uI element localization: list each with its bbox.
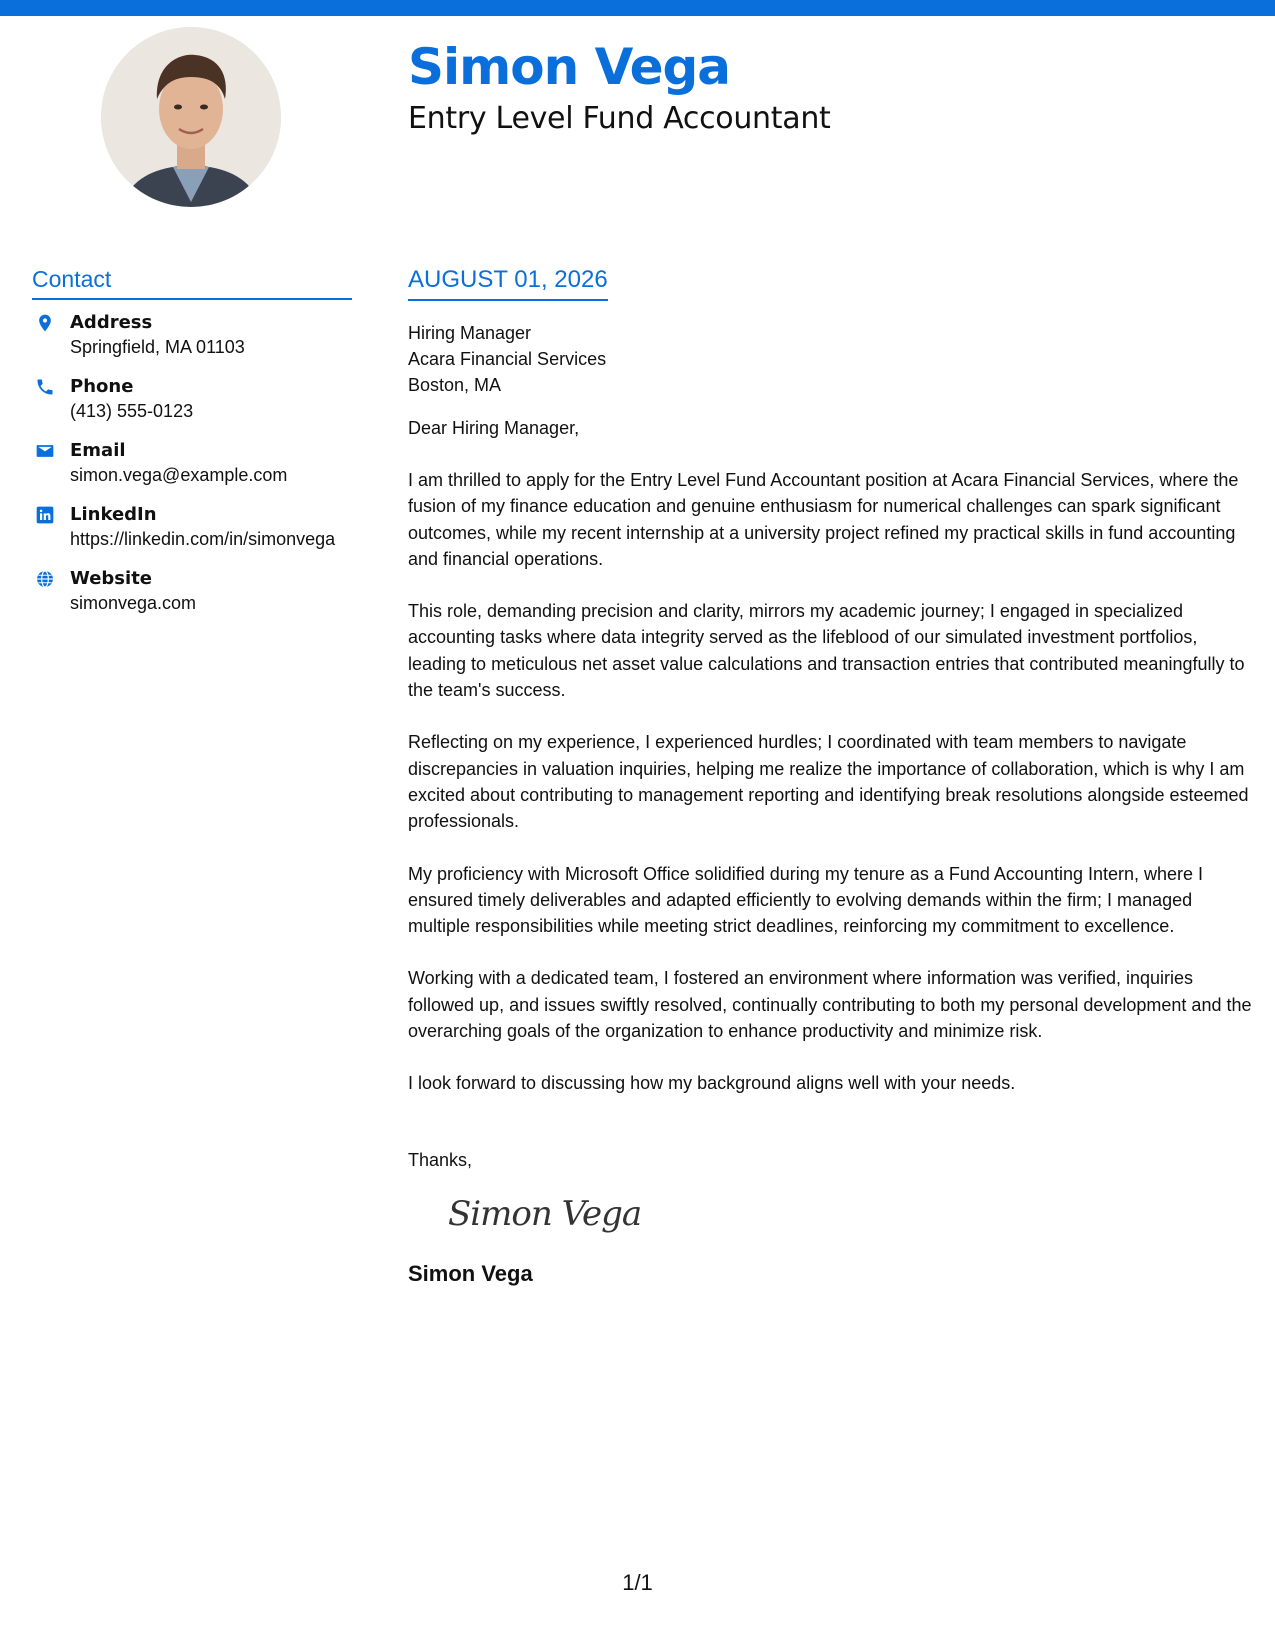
contact-label: Phone: [70, 375, 134, 397]
contact-heading: Contact: [32, 266, 352, 300]
contact-label: Email: [70, 439, 126, 461]
letter-paragraph: This role, demanding precision and clarity, mirrors my academic journey; I engaged in specialized accounting tasks where data integrity served as the lifeblood of our simulated investment portfolios, leading to meticulous net asset value calculations and transaction entries that contributed meaningfully to the team's success.: [408, 601, 1245, 701]
linkedin-icon: [35, 505, 57, 527]
address-value: Springfield, MA 01103: [70, 336, 245, 357]
website-value[interactable]: simonvega.com: [70, 592, 197, 613]
linkedin-value[interactable]: https://linkedin.com/in/simonvega: [70, 528, 336, 549]
letter-body: [408, 266, 1253, 1287]
recipient-line: Hiring Manager: [408, 322, 532, 343]
salutation: Dear Hiring Manager,: [408, 417, 580, 438]
email-icon: [35, 441, 57, 463]
contact-item-email: [32, 439, 352, 488]
letter-paragraph: My proficiency with Microsoft Office solidified during my tenure as a Fund Accounting Intern, where I ensured timely deliverables and adapted efficiently to evolving demands within the firm; I managed multiple responsibilities while meeting strict deadlines, reinforcing my commitment to excellence.: [408, 863, 1204, 937]
contact-item-address: [32, 311, 352, 360]
letter-paragraph: I look forward to discussing how my background aligns well with your needs.: [408, 1073, 1016, 1094]
closing: Thanks,: [408, 1149, 473, 1170]
recipient-block: [408, 320, 1253, 399]
top-accent-bar: [0, 0, 1275, 16]
page-number: 1/1: [622, 1570, 653, 1595]
contact-item-phone: [32, 375, 352, 424]
letter-paragraph: Reflecting on my experience, I experienced hurdles; I coordinated with team members to navigate discrepancies in valuation inquiries, helping me realize the importance of collaboration, which is why I am excited about contributing to management reporting and identifying break resolutions alongside esteemed professionals.: [408, 732, 1249, 832]
signed-name: Simon Vega: [408, 1260, 533, 1286]
recipient-line: Boston, MA: [408, 375, 502, 396]
recipient-line: Acara Financial Services: [408, 349, 607, 370]
globe-icon: [35, 569, 57, 591]
contact-item-website: [32, 567, 352, 616]
contact-sidebar: [32, 266, 352, 631]
letter-paragraph: Working with a dedicated team, I fostered an environment where information was verified, inquiries followed up, and issues swiftly resolved, continually contributing to both my personal development and the overarching goals of the organization to enhance productivity and minimize risk.: [408, 968, 1252, 1042]
letter-paragraph: I am thrilled to apply for the Entry Level Fund Accountant position at Acara Financial Services, where the fusion of my finance education and genuine enthusiasm for numerical challenges can spark significant outcomes, while my recent internship at a university project refined my practical skills in fund accounting and financial operations.: [408, 469, 1239, 569]
phone-icon: [35, 377, 57, 399]
contact-item-linkedin: [32, 503, 352, 552]
contact-label: Website: [70, 567, 153, 589]
contact-label: LinkedIn: [70, 503, 157, 525]
profile-photo: [101, 27, 281, 207]
signature: Simon Vega: [448, 1193, 642, 1234]
applicant-name: Simon Vega: [408, 38, 731, 96]
contact-label: Address: [70, 311, 153, 333]
letter-date: AUGUST 01, 2026: [408, 266, 608, 301]
job-title: Entry Level Fund Accountant: [408, 101, 831, 136]
map-pin-icon: [35, 313, 57, 335]
phone-value[interactable]: (413) 555-0123: [70, 400, 194, 421]
contact-list: [32, 311, 352, 616]
email-value[interactable]: simon.vega@example.com: [70, 464, 288, 485]
